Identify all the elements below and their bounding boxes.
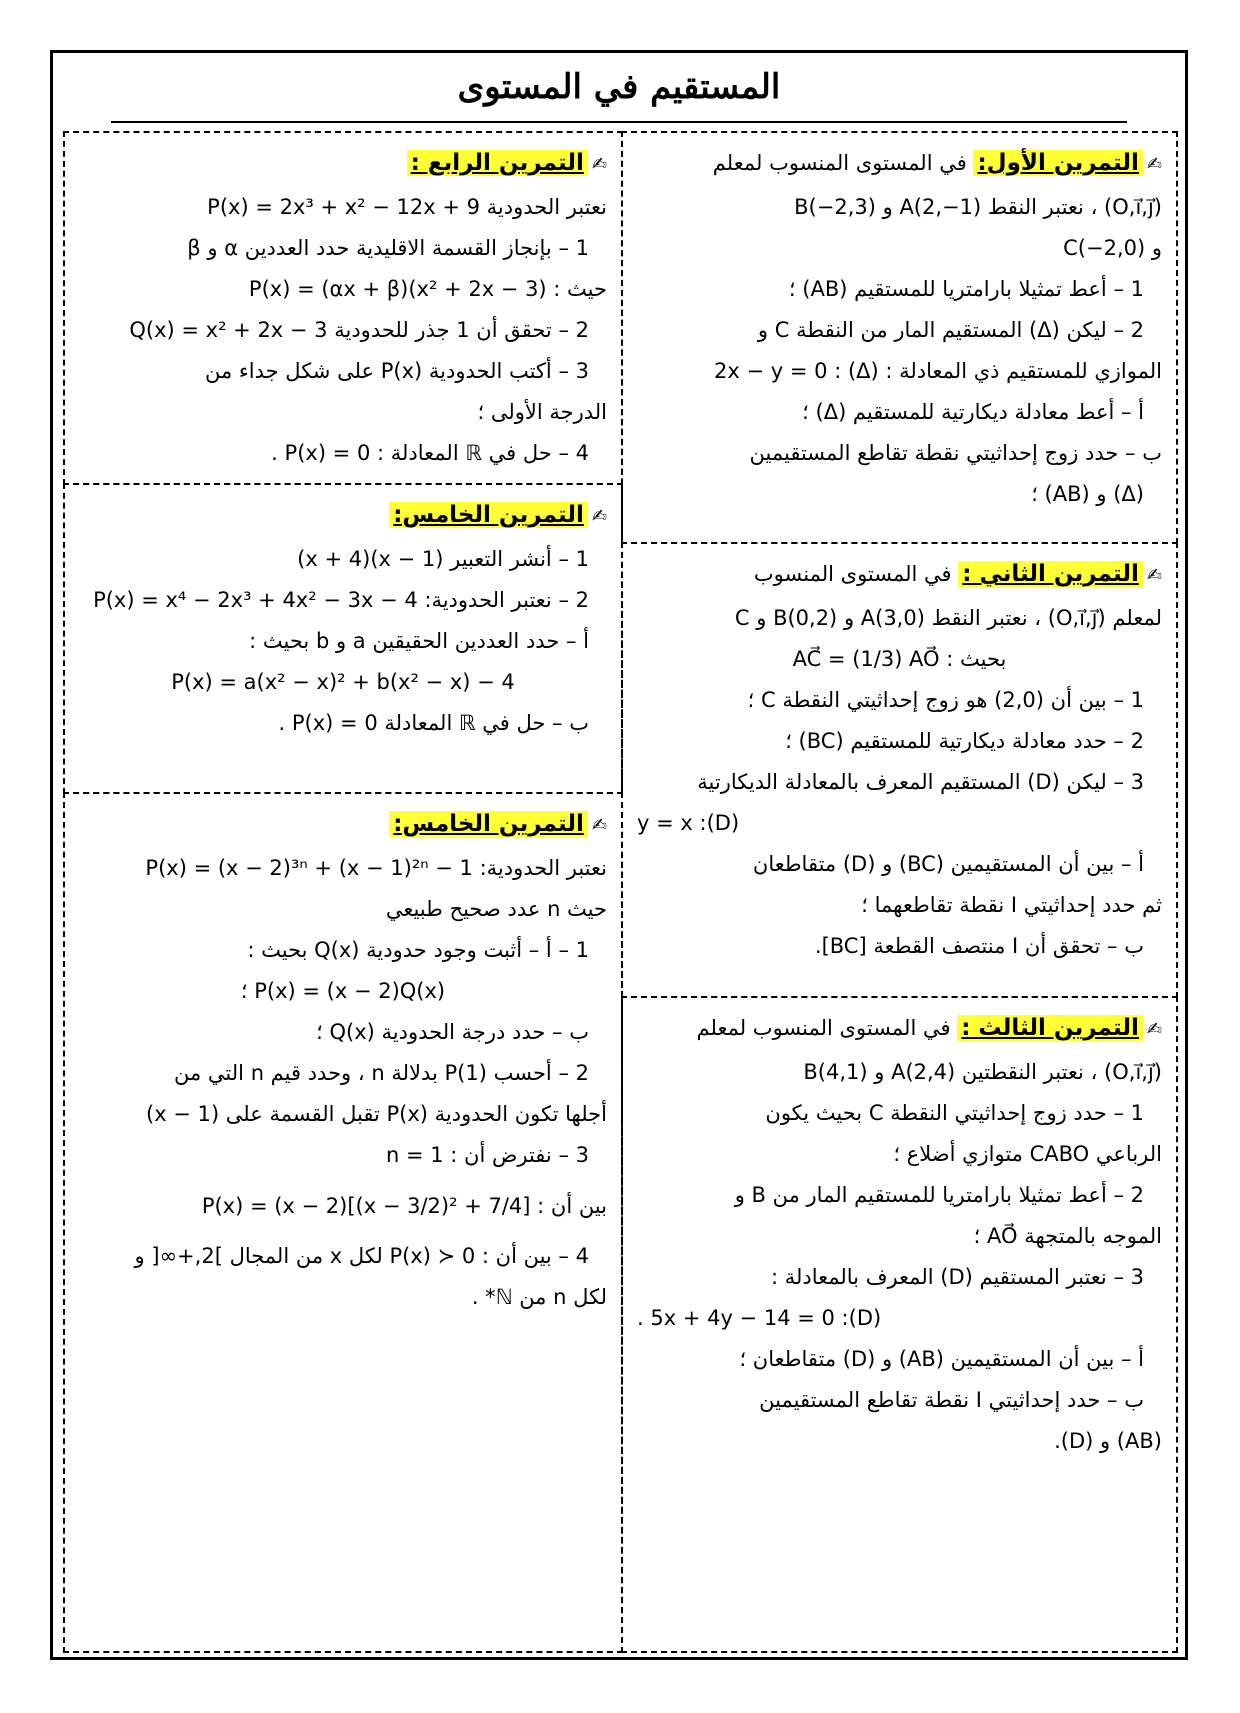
- exercise-3-line: 1 – حدد زوج إحداثيتي النقطة C بحيث يكون: [765, 1101, 1144, 1125]
- exercise-1-line: (Δ) و (AB) ؛: [1031, 482, 1144, 506]
- exercise-6-line: 2 – أحسب P(1) بدلالة n ، وحدد قيم n التي من: [174, 1061, 589, 1085]
- exercise-3-box: [621, 996, 1178, 1653]
- exercise-3-line: (D): 5x + 4y − 14 = 0 .: [637, 1306, 882, 1330]
- exercise-5-box: [63, 483, 623, 794]
- exercise-1-line: الموازي للمستقيم ذي المعادلة : 2x − y = 0 : (Δ): [714, 359, 1162, 383]
- exercise-5-line: 1 – أنشر التعبير (x − 1)(x + 4): [297, 547, 589, 571]
- exercise-3-line: (AB) و (D).: [1054, 1429, 1162, 1453]
- exercise-6-line: نعتبر الحدودية: P(x) = (x − 2)³ⁿ + (x − 1)²ⁿ − 1: [145, 856, 607, 880]
- exercise-3-heading: ✍التمرين الثالث : في المستوى المنسوب لمعلم: [637, 1008, 1162, 1050]
- exercise-3-line: 3 – نعتبر المستقيم (D) المعرف بالمعادلة :: [770, 1265, 1144, 1289]
- exercise-4-box: [63, 131, 623, 485]
- exercise-4-line: الدرجة الأولى ؛: [477, 400, 607, 424]
- exercise-4-line: حيث : P(x) = (αx + β)(x² + 2x − 3): [248, 277, 607, 301]
- pen-icon: ✍: [591, 815, 607, 836]
- exercise-2-line: ثم حدد إحداثيتي I نقطة تقاطعهما ؛: [861, 893, 1162, 917]
- exercise-2-box: [621, 542, 1178, 998]
- exercise-4-line: 2 – تحقق أن 1 جذر للحدودية Q(x) = x² + 2x − 3: [129, 318, 589, 342]
- exercise-5-line: أ – حدد العددين الحقيقين a و b بحيث :: [249, 629, 589, 653]
- exercise-6-box: [63, 792, 623, 1653]
- exercise-5-heading: ✍التمرين الخامس:: [79, 495, 607, 537]
- exercise-1-line: 2 – ليكن (Δ) المستقيم المار من النقطة C و: [757, 318, 1144, 342]
- exercise-6-line: لكل n من ℕ* .: [471, 1285, 607, 1309]
- exercise-6-line: حيث n عدد صحيح طبيعي: [385, 897, 607, 921]
- exercise-3-line: أ – بين أن المستقيمين (AB) و (D) متقاطعان ؛: [739, 1347, 1144, 1371]
- pen-icon: ✍: [591, 154, 607, 175]
- exercise-4-line: 1 – بإنجاز القسمة الاقليدية حدد العددين α و β: [187, 236, 589, 260]
- exercise-4-line: نعتبر الحدودية P(x) = 2x³ + x² − 12x + 9: [207, 195, 607, 219]
- pen-icon: ✍: [1146, 565, 1162, 586]
- exercise-3-line: الموجه بالمتجهة AO⃗ ؛: [973, 1224, 1162, 1248]
- exercise-1-line: ب – حدد زوج إحداثيتي نقطة تقاطع المستقيمين: [749, 441, 1162, 465]
- exercise-1-heading: ✍التمرين الأول: في المستوى المنسوب لمعلم: [637, 143, 1162, 185]
- exercise-1-box: [621, 131, 1178, 544]
- exercise-3-line: ب – حدد إحداثيتي I نقطة تقاطع المستقيمين: [759, 1388, 1144, 1412]
- exercise-5-line: P(x) = a(x² − x)² + b(x² − x) − 4: [171, 670, 515, 694]
- exercise-3-line: 2 – أعط تمثيلا بارامتريا للمستقيم المار من B و: [734, 1183, 1144, 1207]
- exercise-1-line: (O,i⃗,j⃗) ، نعتبر النقط A(2,−1) و B(−2,3): [794, 195, 1162, 219]
- exercise-2-heading: ✍التمرين الثاني : في المستوى المنسوب: [637, 554, 1162, 596]
- exercise-6-line: بين أن : P(x) = (x − 2)[(x − 3/2)² + 7/4]: [201, 1194, 607, 1218]
- exercise-2-line: بحيث : AC⃗ = (1/3) AO⃗: [792, 647, 1007, 671]
- exercise-6-line: ب – حدد درجة الحدودية Q(x) ؛: [316, 1020, 589, 1044]
- exercise-5-line: ب – حل في ℝ المعادلة P(x) = 0 .: [278, 711, 589, 735]
- exercise-4-line: 4 – حل في ℝ المعادلة : P(x) = 0 .: [271, 441, 589, 465]
- exercise-1-line: أ – أعط معادلة ديكارتية للمستقيم (Δ) ؛: [802, 400, 1144, 424]
- page-title: المستقيم في المستوى: [457, 67, 781, 107]
- exercise-2-line: 2 – حدد معادلة ديكارتية للمستقيم (BC) ؛: [785, 729, 1144, 753]
- exercise-3-line: (O,i⃗,j⃗) ، نعتبر النقطتين A(2,4) و B(4,1): [803, 1060, 1162, 1084]
- exercise-2-line: 3 – ليكن (D) المستقيم المعرف بالمعادلة الديكارتية: [697, 770, 1144, 794]
- exercise-5-line: 2 – نعتبر الحدودية: P(x) = x⁴ − 2x³ + 4x² − 3x − 4: [93, 588, 589, 612]
- exercise-2-line: (D): y = x: [637, 811, 740, 835]
- exercise-grid: [63, 131, 1178, 1653]
- exercise-1-line: و C(−2,0): [1063, 236, 1162, 260]
- page-frame: [50, 50, 1188, 1660]
- exercise-2-line: ب – تحقق أن I منتصف القطعة [BC].: [814, 934, 1144, 958]
- pen-icon: ✍: [591, 506, 607, 527]
- title-divider: [111, 121, 1127, 123]
- exercise-3-line: الرباعي CABO متوازي أضلاع ؛: [893, 1142, 1162, 1166]
- pen-icon: ✍: [1146, 1019, 1162, 1040]
- exercise-6-heading: ✍التمرين الخامس:: [79, 804, 607, 846]
- exercise-6-line: 1 – أ – أثبت وجود حدودية Q(x) بحيث :: [247, 938, 589, 962]
- exercise-6-line: أجلها تكون الحدودية P(x) تقبل القسمة على (x − 1): [145, 1102, 607, 1126]
- exercise-2-line: 1 – بين أن (2,0) هو زوج إحداثيتي النقطة C ؛: [747, 688, 1144, 712]
- exercise-4-heading: ✍التمرين الرابع :: [79, 143, 607, 185]
- exercise-6-line: 4 – بين أن : P(x) ≻ 0 لكل x من المجال ]2,+∞[ و: [134, 1244, 589, 1268]
- exercise-2-line: لمعلم (O,i⃗,j⃗) ، نعتبر النقط A(3,0) و B(0,2) و C: [734, 606, 1162, 630]
- exercise-1-line: 1 – أعط تمثيلا بارامتريا للمستقيم (AB) ؛: [788, 277, 1144, 301]
- exercise-6-line: P(x) = (x − 2)Q(x) ؛: [240, 979, 446, 1003]
- exercise-6-line: 3 – نفترض أن : n = 1: [386, 1143, 589, 1167]
- exercise-2-line: أ – بين أن المستقيمين (BC) و (D) متقاطعان: [752, 852, 1144, 876]
- pen-icon: ✍: [1146, 154, 1162, 175]
- exercise-4-line: 3 – أكتب الحدودية P(x) على شكل جداء من: [205, 359, 589, 383]
